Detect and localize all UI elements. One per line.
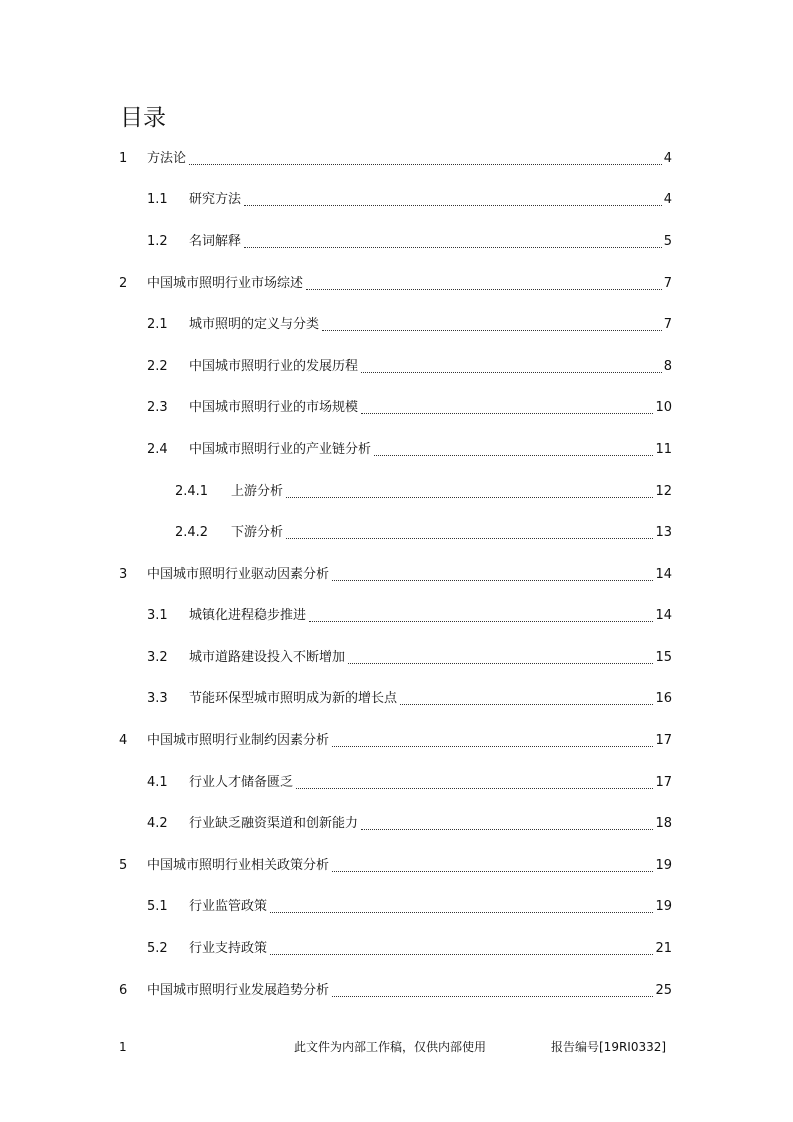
toc-entry-number: 2.2 — [147, 359, 168, 374]
leader-dots — [309, 621, 653, 622]
leader-dots — [332, 871, 653, 872]
toc-entry-number: 2 — [119, 276, 128, 291]
toc-entry-4-1[interactable] — [0, 772, 793, 794]
leader-dots — [296, 788, 653, 789]
toc-entry-page: 17 — [655, 775, 672, 790]
toc-entry-number: 4.2 — [147, 816, 168, 831]
toc-entry-number: 2.4 — [147, 442, 168, 457]
toc-entry-text: 中国城市照明行业发展趋势分析 — [147, 983, 330, 998]
toc-entry-number: 3 — [119, 567, 128, 582]
toc-entry-number: 5.1 — [147, 899, 168, 914]
toc-entry-text: 方法论 — [147, 151, 187, 166]
toc-entry-page: 5 — [663, 234, 672, 249]
leader-dots — [286, 538, 653, 539]
leader-dots — [244, 205, 662, 206]
toc-entry-page: 4 — [663, 151, 672, 166]
toc-entry-5[interactable] — [0, 855, 793, 877]
page-footer — [0, 1037, 793, 1057]
leader-dots — [361, 829, 653, 830]
toc-entry-text: 中国城市照明行业的产业链分析 — [189, 442, 372, 457]
toc-entry-number: 2.1 — [147, 317, 168, 332]
toc-entry-4-2[interactable] — [0, 813, 793, 835]
leader-dots — [189, 164, 662, 165]
leader-dots — [400, 704, 653, 705]
toc-title: 目录 — [120, 105, 166, 131]
toc-entry-3-3[interactable] — [0, 688, 793, 710]
toc-entry-1[interactable] — [0, 148, 793, 170]
toc-entry-text: 城市道路建设投入不断增加 — [189, 650, 346, 665]
toc-entry-text: 上游分析 — [231, 484, 284, 499]
toc-entry-page: 11 — [655, 442, 672, 457]
toc-entry-text: 中国城市照明行业制约因素分析 — [147, 733, 330, 748]
toc-entry-1-1[interactable] — [0, 189, 793, 211]
toc-entry-2-2[interactable] — [0, 356, 793, 378]
toc-entry-text: 研究方法 — [189, 192, 242, 207]
toc-entry-3-1[interactable] — [0, 605, 793, 627]
toc-entry-page: 25 — [655, 983, 672, 998]
leader-dots — [332, 746, 653, 747]
toc-entry-page: 14 — [655, 608, 672, 623]
toc-entry-number: 3.2 — [147, 650, 168, 665]
toc-entry-text: 行业支持政策 — [189, 941, 268, 956]
toc-entry-2-4[interactable] — [0, 439, 793, 461]
leader-dots — [270, 954, 653, 955]
toc-entry-2-3[interactable] — [0, 397, 793, 419]
toc-entry-page: 13 — [655, 525, 672, 540]
footer-report-number: 报告编号[19RI0332] — [551, 1040, 667, 1054]
toc-entry-page: 21 — [655, 941, 672, 956]
toc-entry-5-2[interactable] — [0, 938, 793, 960]
toc-entry-page: 19 — [655, 858, 672, 873]
toc-entry-text: 行业人才储备匮乏 — [189, 775, 294, 790]
leader-dots — [348, 663, 653, 664]
toc-entry-number: 3.1 — [147, 608, 168, 623]
toc-entry-number: 6 — [119, 983, 128, 998]
toc-entry-number: 2.3 — [147, 400, 168, 415]
toc-entry-page: 14 — [655, 567, 672, 582]
toc-entry-text: 城镇化进程稳步推进 — [189, 608, 307, 623]
toc-entry-text: 中国城市照明行业驱动因素分析 — [147, 567, 330, 582]
toc-entry-page: 7 — [663, 276, 672, 291]
toc-entry-number: 1.2 — [147, 234, 168, 249]
toc-entry-4[interactable] — [0, 730, 793, 752]
toc-entry-page: 7 — [663, 317, 672, 332]
toc-entry-text: 行业监管政策 — [189, 899, 268, 914]
toc-entry-6[interactable] — [0, 980, 793, 1002]
toc-entry-number: 2.4.2 — [175, 525, 209, 540]
toc-entry-number: 4.1 — [147, 775, 168, 790]
toc-entry-text: 中国城市照明行业市场综述 — [147, 276, 304, 291]
toc-entry-2-4-1[interactable] — [0, 481, 793, 503]
leader-dots — [361, 372, 662, 373]
toc-entry-text: 中国城市照明行业相关政策分析 — [147, 858, 330, 873]
toc-entry-number: 4 — [119, 733, 128, 748]
leader-dots — [270, 912, 653, 913]
footer-notice: 此文件为内部工作稿，仅供内部使用 — [294, 1040, 487, 1054]
toc-entry-page: 4 — [663, 192, 672, 207]
leader-dots — [332, 996, 653, 997]
toc-entry-number: 5 — [119, 858, 128, 873]
leader-dots — [244, 247, 662, 248]
footer-page-number: 1 — [119, 1040, 127, 1054]
toc-entry-3-2[interactable] — [0, 647, 793, 669]
leader-dots — [332, 580, 653, 581]
toc-entry-page: 16 — [655, 691, 672, 706]
toc-entry-page: 15 — [655, 650, 672, 665]
leader-dots — [322, 330, 662, 331]
toc-entry-5-1[interactable] — [0, 896, 793, 918]
leader-dots — [374, 455, 653, 456]
leader-dots — [286, 497, 653, 498]
toc-entry-text: 城市照明的定义与分类 — [189, 317, 320, 332]
toc-entry-number: 3.3 — [147, 691, 168, 706]
toc-entry-2[interactable] — [0, 273, 793, 295]
toc-entry-page: 19 — [655, 899, 672, 914]
toc-entry-page: 18 — [655, 816, 672, 831]
toc-entry-text: 中国城市照明行业的发展历程 — [189, 359, 359, 374]
toc-entry-1-2[interactable] — [0, 231, 793, 253]
toc-entry-text: 行业缺乏融资渠道和创新能力 — [189, 816, 359, 831]
toc-entry-text: 名词解释 — [189, 234, 242, 249]
toc-entry-text: 中国城市照明行业的市场规模 — [189, 400, 359, 415]
toc-entry-number: 1.1 — [147, 192, 168, 207]
toc-entry-page: 8 — [663, 359, 672, 374]
toc-entry-text: 节能环保型城市照明成为新的增长点 — [189, 691, 398, 706]
toc-entry-text: 下游分析 — [231, 525, 284, 540]
toc-entry-number: 5.2 — [147, 941, 168, 956]
leader-dots — [361, 413, 653, 414]
toc-entry-page: 10 — [655, 400, 672, 415]
toc-entry-page: 17 — [655, 733, 672, 748]
toc-entry-number: 2.4.1 — [175, 484, 209, 499]
toc-entry-number: 1 — [119, 151, 128, 166]
leader-dots — [306, 289, 662, 290]
toc-entry-page: 12 — [655, 484, 672, 499]
toc-entry-3[interactable] — [0, 564, 793, 586]
toc-entry-2-4-2[interactable] — [0, 522, 793, 544]
toc-entry-2-1[interactable] — [0, 314, 793, 336]
